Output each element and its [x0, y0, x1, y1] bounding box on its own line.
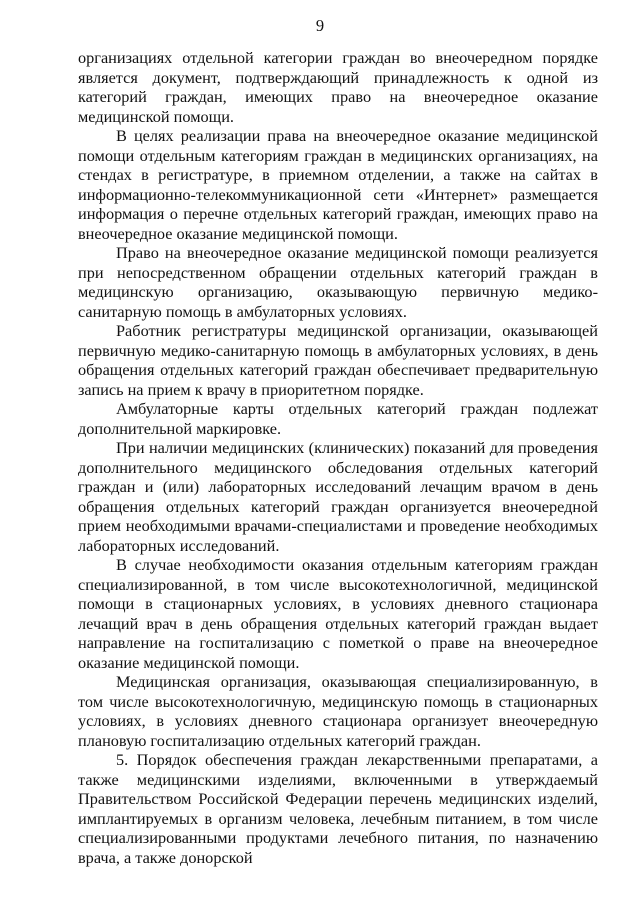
paragraph: При наличии медицинских (клинических) показаний для проведения дополнительного медицинского обследования отдельных категорий граждан и (или) лабораторных исследований лечащим врачом в день обращения отдельных категорий граждан организуется внеочередной прием необходимыми врачами-специалистами и проведение необходимых лабораторных исследований. [78, 438, 598, 555]
document-body [78, 48, 598, 867]
paragraph: организациях отдельной категории граждан во внеочередном порядке является документ, подтверждающий принадлежность к одной из категорий граждан, имеющих право на внеочередное оказание медицинской помощи. [78, 48, 598, 126]
paragraph: Работник регистратуры медицинской организации, оказывающей первичную медико-санитарную помощь в амбулаторных условиях, в день обращения отдельных категорий граждан обеспечивает предварительную запись на прием к врачу в приоритетном порядке. [78, 321, 598, 399]
paragraph: Право на внеочередное оказание медицинской помощи реализуется при непосредственном обращении отдельных категорий граждан в медицинскую организацию, оказывающую первичную медико-санитарную помощь в амбулаторных условиях. [78, 243, 598, 321]
paragraph: 5. Порядок обеспечения граждан лекарственными препаратами, а также медицинскими изделиями, включенными в утверждаемый Правительством Российской Федерации перечень медицинских изделий, имплантируемых в организм человека, лечебным питанием, в том числе специализированными продуктами лечебного питания, по назначению врача, а также донорской [78, 750, 598, 867]
paragraph: Амбулаторные карты отдельных категорий граждан подлежат дополнительной маркировке. [78, 399, 598, 438]
page-number: 9 [315, 16, 325, 35]
paragraph: В случае необходимости оказания отдельным категориям граждан специализированной, в том числе высокотехнологичной, медицинской помощи в стационарных условиях, в условиях дневного стационара лечащий врач в день обращения отдельных категорий граждан выдает направление на госпитализацию с пометкой о праве на внеочередное оказание медицинской помощи. [78, 555, 598, 672]
paragraph: В целях реализации права на внеочередное оказание медицинской помощи отдельным категориям граждан в медицинских организациях, на стендах в регистратуре, в приемном отделении, а также на сайтах в информационно-телекоммуникационной сети «Интернет» размещается информация о перечне отдельных категорий граждан, имеющих право на внеочередное оказание медицинской помощи. [78, 126, 598, 243]
paragraph: Медицинская организация, оказывающая специализированную, в том числе высокотехнологичную, медицинскую помощь в стационарных условиях, в условиях дневного стационара организует внеочередную плановую госпитализацию отдельных категорий граждан. [78, 672, 598, 750]
